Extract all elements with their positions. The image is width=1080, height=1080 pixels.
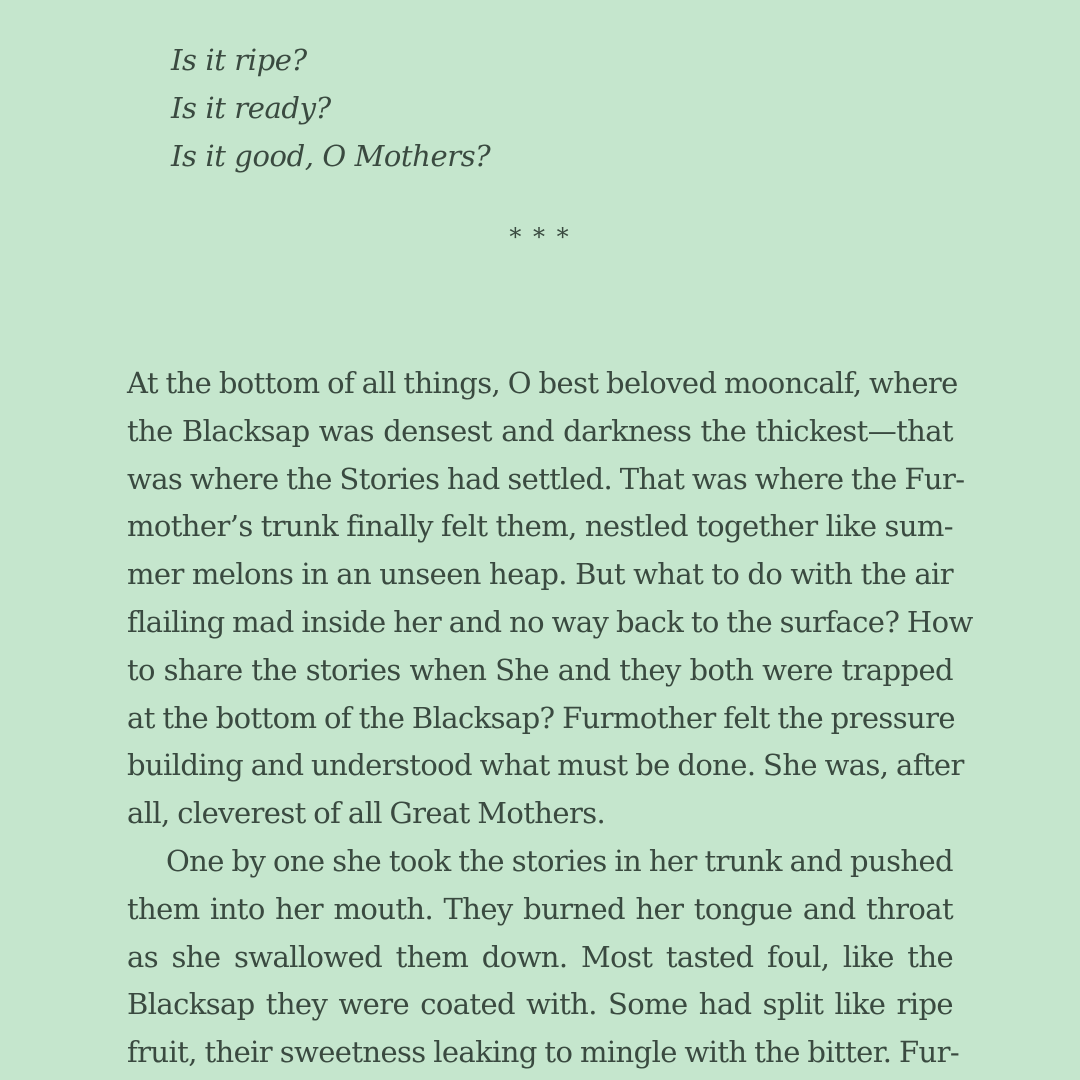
text-line: flailing mad inside her and no way back to the surface? How bbox=[127, 604, 973, 639]
text-line: was where the Stories had settled. That was where the Fur- bbox=[127, 461, 965, 496]
text-line: building and understood what must be done. She was, after bbox=[127, 748, 964, 783]
verse-stanza bbox=[171, 36, 490, 180]
paragraph bbox=[127, 838, 960, 1077]
verse-line: Is it ready? bbox=[171, 91, 331, 125]
text-line: Blacksap they were coated with. Some had split like ripe bbox=[127, 987, 953, 1022]
text-line: as she swallowed them down. Most tasted foul, like the bbox=[127, 939, 953, 974]
section-break: * * * bbox=[509, 223, 571, 251]
text-line: to share the stories when She and they both were trapped bbox=[127, 652, 953, 687]
text-line: At the bottom of all things, O best beloved mooncalf, where bbox=[127, 366, 958, 400]
text-line: One by one she took the stories in her trunk and pushed bbox=[166, 843, 953, 878]
text-line: mer melons in an unseen heap. But what to do with the air bbox=[127, 557, 953, 592]
text-line: the Blacksap was densest and darkness the thickest—that bbox=[127, 413, 953, 448]
paragraph bbox=[127, 360, 973, 838]
text-line: mother’s trunk finally felt them, nestled together like sum- bbox=[127, 509, 953, 544]
text-line: at the bottom of the Blacksap? Furmother felt the pressure bbox=[127, 700, 955, 735]
verse-line: Is it ripe? bbox=[171, 43, 307, 77]
verse-line: Is it good, O Mothers? bbox=[171, 139, 491, 173]
text-line: them into her mouth. They burned her tongue and throat bbox=[127, 891, 953, 926]
text-line: fruit, their sweetness leaking to mingle with the bitter. Fur- bbox=[127, 1035, 960, 1070]
body-text bbox=[127, 360, 973, 1077]
text-line: all, cleverest of all Great Mothers. bbox=[127, 796, 606, 831]
